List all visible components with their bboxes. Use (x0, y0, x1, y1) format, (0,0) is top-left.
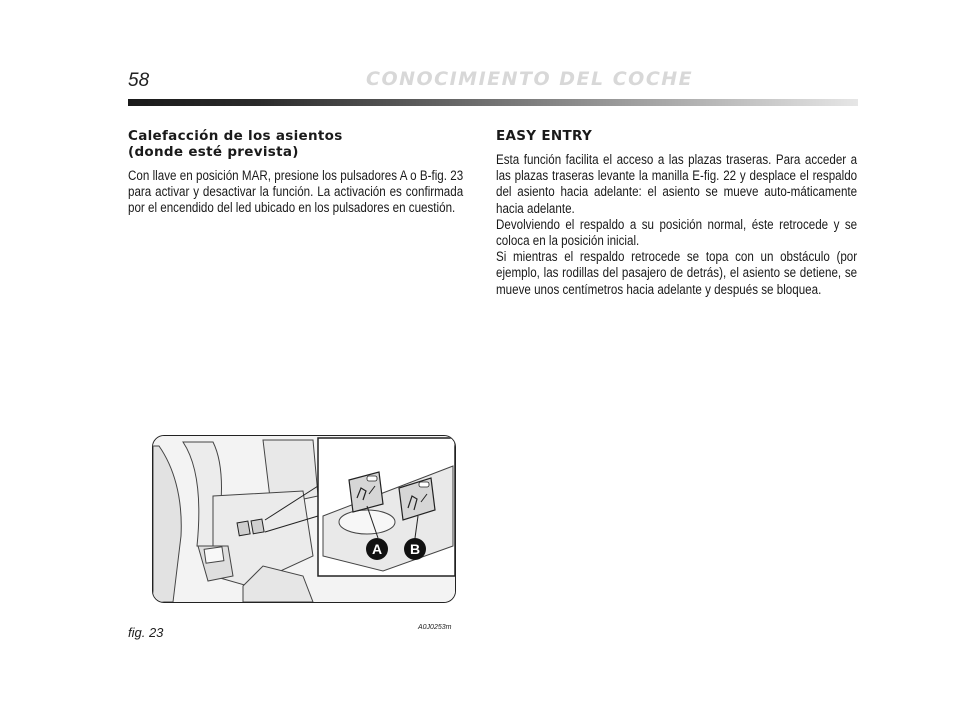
easy-entry-paragraph-2: Devolviendo el respaldo a su posición normal, éste retrocede y se coloca en la posición inicial. (496, 216, 858, 249)
seat-heating-buttons-figure (152, 435, 456, 603)
easy-entry-heading: EASY ENTRY (496, 128, 593, 144)
easy-entry-paragraph-3: Si mientras el respaldo retrocede se topa con un obstáculo (por ejemplo, las rodillas del pasajero de detrás), el asiento se detiene, se mueve unos centímetros hacia adelante y después se bloquea. (496, 249, 858, 297)
seat-heating-heading-line1: Calefacción de los asientos (128, 128, 343, 144)
callout-a-label: A (371, 541, 383, 557)
header-rule (128, 99, 858, 106)
seat-heating-section (128, 128, 464, 217)
easy-entry-section (496, 128, 858, 298)
easy-entry-paragraph-1: Esta función facilita el acceso a las plazas traseras. Para acceder a las plazas traseras levante la manilla E-fig. 22 y desplace el respaldo del asiento hacia adelante: el asiento se mueve auto-máticamente hacia adelante. (496, 152, 858, 216)
seat-heating-heading-line2: (donde esté prevista) (128, 144, 299, 160)
page-number: 58 (128, 70, 150, 91)
seat-heating-body: Con llave en posición MAR, presione los pulsadores A o B-fig. 23 para activar y desactivar la función. La activación es confirmada por el encendido del led ubicado en los pulsadores en cuestión. (128, 168, 464, 216)
figure-label: fig. 23 (128, 625, 164, 640)
seat-heating-heading (128, 128, 464, 160)
figure-code: A0J0253m (418, 624, 452, 631)
section-title: CONOCIMIENTO DEL COCHE (366, 68, 694, 90)
callout-b-label: B (409, 541, 421, 557)
console-illustration (153, 436, 455, 602)
